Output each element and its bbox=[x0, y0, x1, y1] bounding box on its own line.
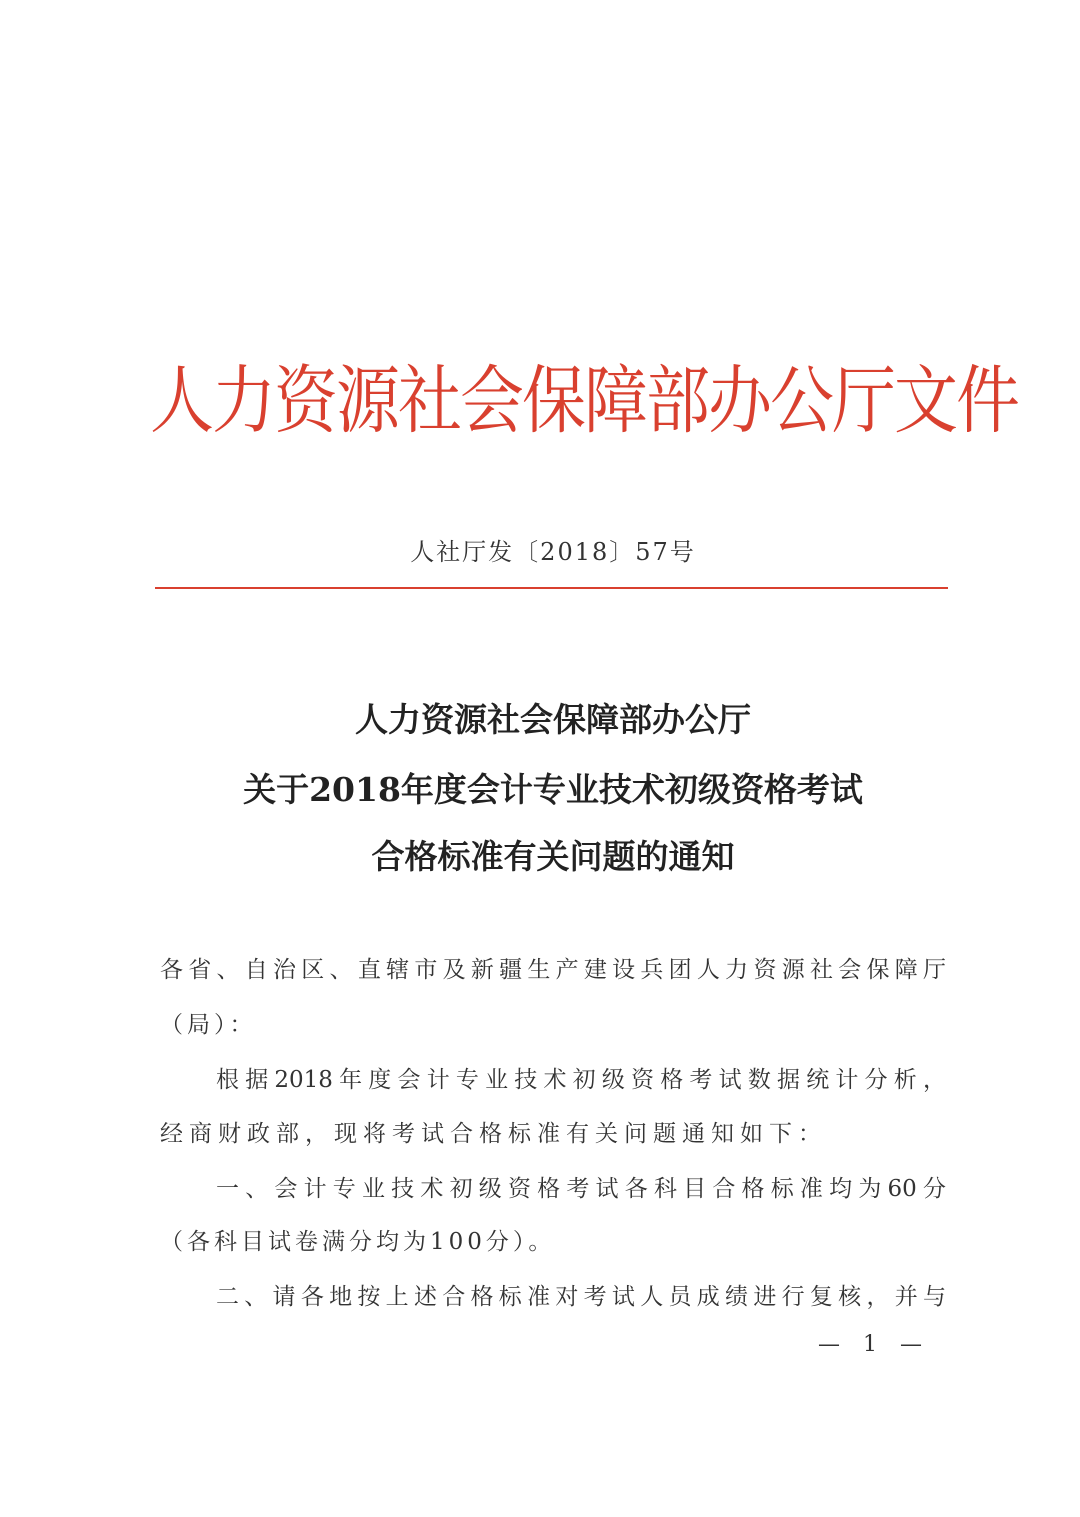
issuer-title: 人力资源社会保障部办公厅文件 bbox=[150, 359, 1018, 445]
body-line-4: 经商财政部，现将考试合格标准有关问题通知如下： bbox=[160, 1121, 827, 1147]
heading-line-3: 合格标准有关问题的通知 bbox=[371, 837, 735, 876]
body-line-2: （局）： bbox=[160, 1012, 257, 1038]
document-number: 人社厅发〔2018〕57号 bbox=[410, 538, 696, 566]
heading-line-2: 关于2018年度会计专业技术初级资格考试 bbox=[243, 770, 863, 809]
heading-line-1: 人力资源社会保障部办公厅 bbox=[355, 700, 751, 739]
body-line-7: 二、请各地按上述合格标准对考试人员成绩进行复核，并与 bbox=[216, 1284, 946, 1310]
red-divider bbox=[155, 587, 948, 589]
page-number: — 1 — bbox=[818, 1332, 922, 1357]
body-line-3: 根据2018年度会计专业技术初级资格考试数据统计分析， bbox=[216, 1067, 946, 1093]
body-line-6: （各科目试卷满分均为100分）。 bbox=[160, 1229, 556, 1255]
body-line-1: 各省、自治区、直辖市及新疆生产建设兵团人力资源社会保障厅 bbox=[160, 957, 946, 983]
body-line-5: 一、会计专业技术初级资格考试各科目合格标准均为60分 bbox=[216, 1176, 946, 1202]
